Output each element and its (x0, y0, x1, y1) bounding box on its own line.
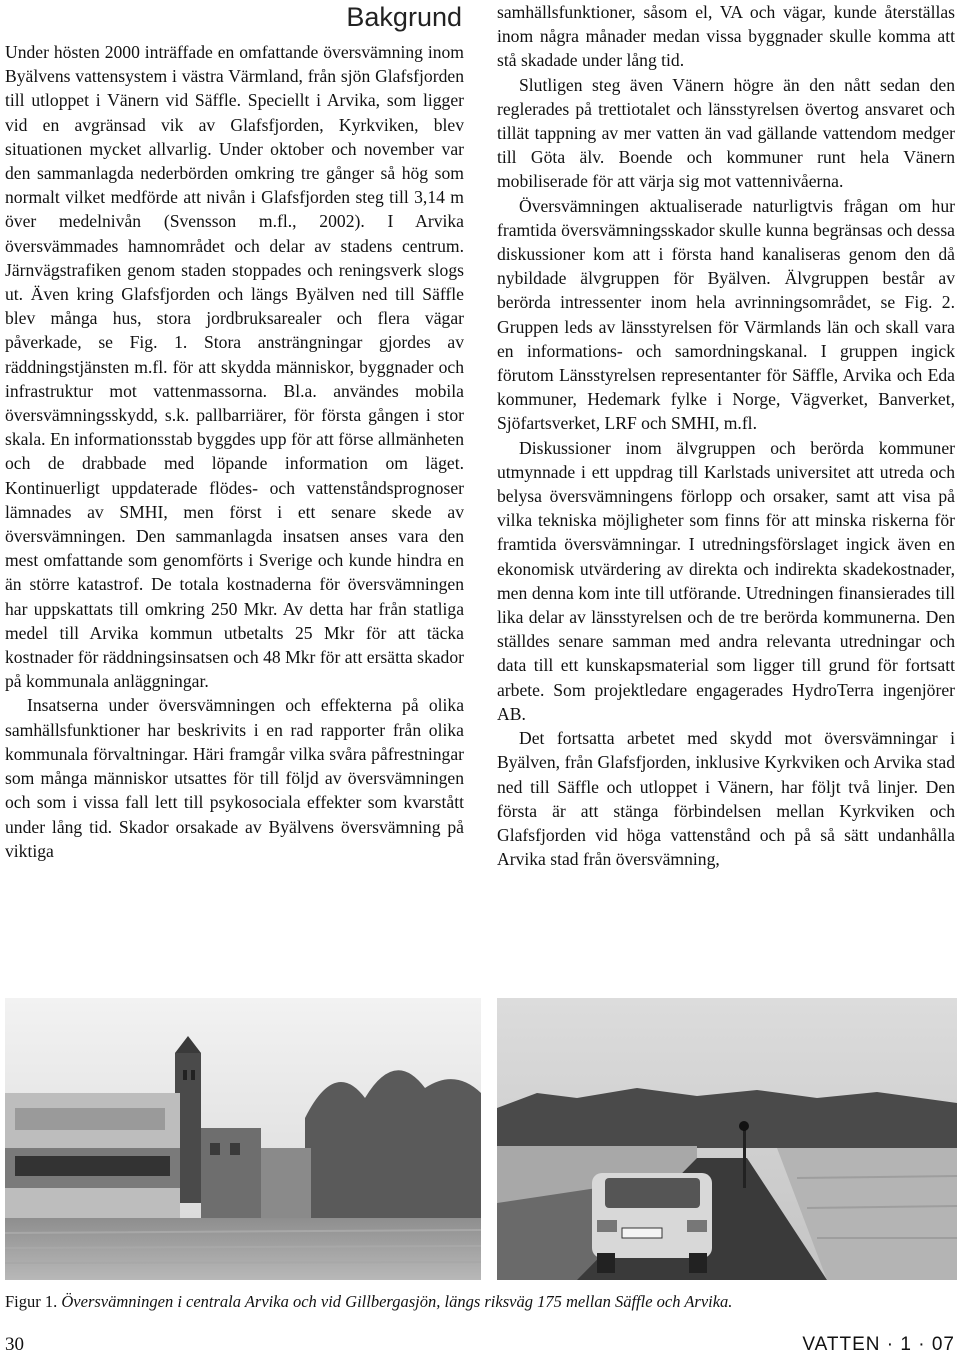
figure-caption-text: Översvämningen i centrala Arvika och vid Gillbergasjön, längs riksväg 175 mellan Säffle och Arvika. (61, 1292, 733, 1311)
paragraph: Insatserna under översvämningen och effekterna på olika samhällsfunktioner har beskrivits i en rad rapporter från olika kommunala förvaltningar. Häri framgår vilka svåra påfrestningar som många människor utsattes för till följd av översvämningen och som i vissa fall lett till psykosociala effekter som kvarstått under lång tid. Skador orsakade av Byälvens översvämning på viktiga (5, 695, 464, 861)
flooded-arvika-photo (5, 998, 481, 1280)
paragraph: samhällsfunktioner, såsom el, VA och vägar, kunde återställas inom några månader medan vissa byggnader skulle komma att stå skadade under lång tid. (497, 2, 955, 71)
paragraph: Översvämningen aktualiserade naturligtvis frågan om hur framtida översvämningsskador skulle kunna begränsas och dessa diskussioner kom att i första hand kanaliseras genom den då nybildade älvgruppen för Byälven. Älvgruppen består av berörda intressenter inom hela avrinningsområdet, se Fig. 2. Gruppen leds av länsstyrelsen för Värmlands län och skall vara en informations- och samordningskanal. I gruppen ingick förutom Länsstyrelsen representanter för Säffle, Arvika och Eda kommuner, Hedemark fylke i Norge, Vägverket, Banverket, Sjöfartsverket, LRF och SMHI, m.fl. (497, 195, 955, 434)
figure-caption (5, 1292, 732, 1312)
paragraph: Diskussioner inom älvgruppen och berörda kommuner utmynnade i ett uppdrag till Karlstads universitet att utreda och belysa översvämningens förlopp och orsaker, samt att visa på vilka tekniska möjligheter som finns för att minska riskerna för framtida översvämningar. I utredningsförslaget ingick även en ekonomisk utvärdering av direkta och indirekta skadekostnader, men denna kom inte till utförande. Utredningen finansierades till lika delar av länsstyrelsen och de tre berörda kommunerna. Den ställdes senare samman med andra relevanta utredningar och data till ett kunskapsmaterial som ligger till grund för fortsatt arbete. Som projektledare engagerades HydroTerra ingenjörer AB. (497, 437, 955, 724)
flooded-road-photo (497, 998, 957, 1280)
figure-label: Figur 1. (5, 1292, 58, 1311)
right-column (497, 0, 955, 871)
section-heading: Bakgrund (346, 2, 462, 32)
page-number: 30 (5, 1334, 24, 1355)
paragraph: Det fortsatta arbetet med skydd mot översvämningar i Byälven, från Glafsfjorden, inklusive Kyrkviken och Arvika stad ned till Säffle och utloppet i Vänern, har följt två linjer. Den första är att stänga förbindelsen mellan Kyrkviken och Glafsfjorden vid höga vattenstånd och på så sätt undanhålla Arvika stad från översvämning, (497, 728, 955, 870)
paragraph: Under hösten 2000 inträffade en omfattande översvämning inom Byälvens vattensystem i västra Värmland, från sjön Glafsfjorden till utloppet i Vänern vid Säffle. Speciellt i Arvika, som ligger vid en avgränsad vik av Glafsfjorden, Kyrkviken, blev situationen mycket allvarlig. Under oktober och november var den sammanlagda nederbörden omkring tre gånger så hög som normalt vilket medförde att nivån i Glafsfjorden steg till 3,14 m över medelnivån (Svensson m.fl., 2002). I Arvika översvämmades hamnområdet och delar av stadens centrum. Järnvägstrafiken genom staden stoppades och reningsverk slogs ut. Även kring Glafsfjorden och längs Byälven ned till Säffle blev många hus, stora jordbruksarealer och flera vägar påverkade, se Fig. 1. Stora ansträngningar gjordes av räddningstjänsten m.fl. för att skydda människor, byggnader och infrastruktur mot vattenmassorna. Bl.a. användes mobila översvämningsskydd, s.k. pallbarriärer, för första gången i stor skala. En informationsstab byggdes upp för att förse allmänheten och de drabbade med löpande information om läget. Kontinuerligt uppdaterade flödes- och vattenståndsprognoser lämnades av SMHI, men först i ett senare skede av översvämningen. Den sammanlagda insatsen anses vara den mest omfattande som genomförts i Sverige och kunde hindra en än större katastrof. De totala kostnaderna för översvämningen har uppskattats till omkring 250 Mkr. Av detta har från statliga medel till Arvika kommun utbetalts 25 Mkr för att täcka kostnader för räddningsinsatsen och 48 Mkr för att ersätta skador på kommunala anläggningar. (5, 42, 464, 692)
left-column (5, 40, 464, 863)
paragraph: Slutligen steg även Vänern högre än den nått sedan den reglerades på trettiotalet och länsstyrelsen övertog ansvaret och tillät tappning av mer vatten än vad gällande vattendom medger till Göta älv. Boende och kommuner runt hela Vänern mobiliserade för att värja sig mot vattennivåerna. (497, 74, 955, 192)
journal-footer: VATTEN · 1 · 07 (802, 1334, 955, 1355)
